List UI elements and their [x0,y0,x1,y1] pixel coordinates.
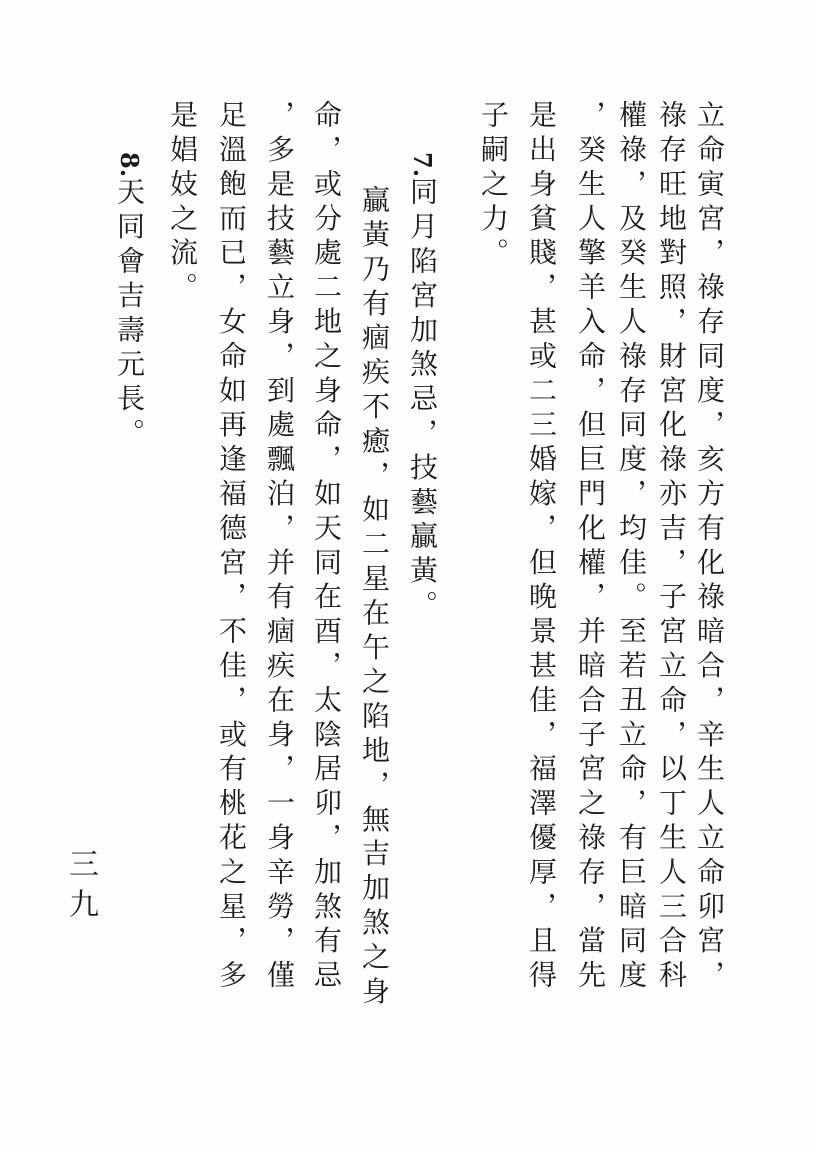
item-7-heading [405,152,439,624]
text-column-2: 祿存旺地對照，財宮化祿亦吉，子宮立命，以丁生人三合科 [655,100,688,995]
text-column-8: 贏黃乃有痼疾不癒，如二星在午之陷地，無吉加煞之身 [358,185,391,1011]
item-7-number: 7. [408,152,437,178]
text-column-3: 權祿，及癸生人祿存同度，均佳。至若丑立命，有巨暗同度 [615,100,648,995]
text-column-10: ，多是技藝立身，到處飄泊，并有痼疾在身，一身辛勞，僅 [263,100,296,995]
page-number: 三九 [63,848,98,928]
item-8-heading [112,152,146,452]
text-column-11: 足溫飽而已，女命如再逢福德宮，不佳，或有桃花之星，多 [215,100,248,995]
text-column-5: 是出身貧賤，甚或二三婚嫁，但晚景甚佳，福澤優厚，且得 [525,100,558,995]
text-column-4: ，癸生人擎羊入命，但巨門化權，并暗合子宮之祿存，當先 [574,100,607,995]
item-7-title: 同月陷宮加煞忌，技藝贏黃。 [406,177,439,625]
text-column-1: 立命寅宮，祿存同度，亥方有化祿暗合，辛生人立命卯宮， [693,100,726,995]
item-8-title: 天同會吉壽元長。 [113,177,146,453]
text-column-9: 命，或分處二地之身命，如天同在酉，太陰居卯，加煞有忌 [310,100,343,995]
item-8-number: 8. [115,152,144,178]
text-column-6: 子嗣之力。 [477,100,510,272]
text-column-12: 是娼妓之流。 [166,100,199,307]
